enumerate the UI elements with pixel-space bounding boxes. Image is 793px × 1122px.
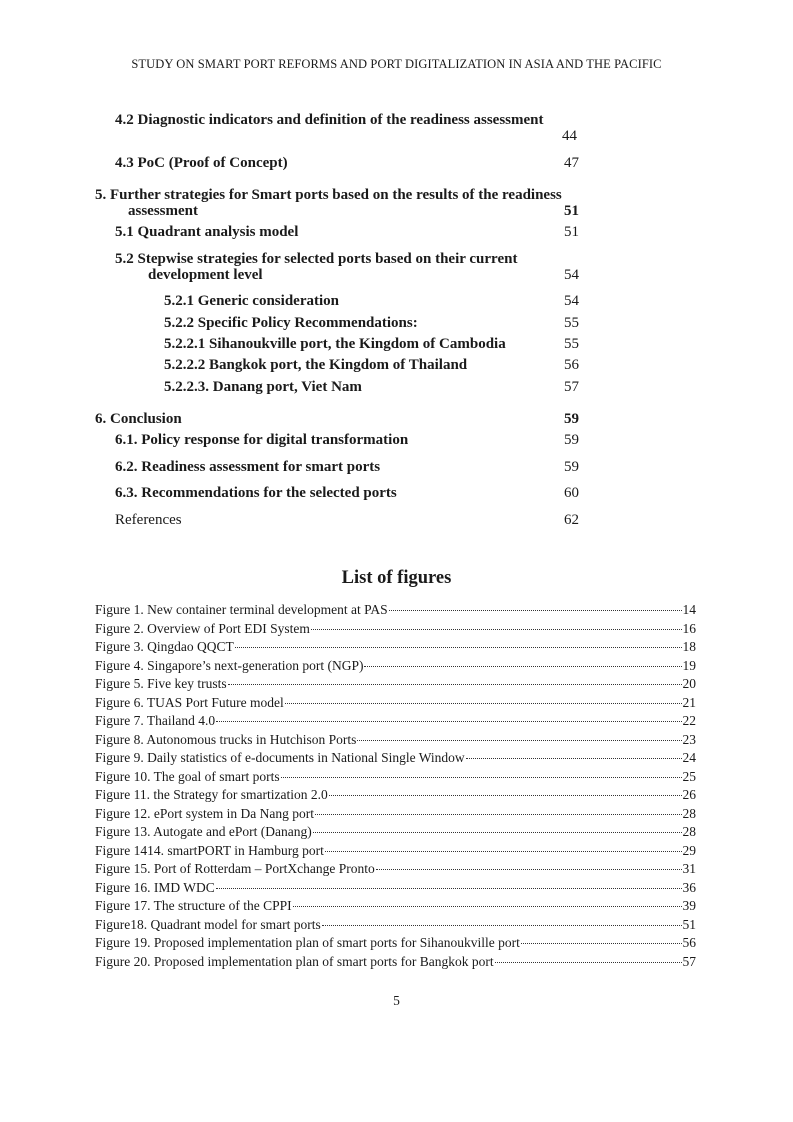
figure-entry[interactable] bbox=[95, 843, 696, 862]
toc-entry-5-2-2-2[interactable]: 5.2.2.2 Bangkok port, the Kingdom of Thailand bbox=[164, 357, 468, 373]
figure-page: 25 bbox=[682, 768, 696, 784]
figure-label: Figure 1414. smartPORT in Hamburg port bbox=[95, 842, 324, 858]
figure-entry[interactable] bbox=[95, 658, 696, 677]
list-of-figures-heading: List of figures bbox=[341, 568, 452, 588]
dot-leader bbox=[466, 758, 682, 759]
figure-page: 18 bbox=[682, 639, 696, 654]
toc-page-4-3: 47 bbox=[564, 155, 579, 171]
figure-entry[interactable] bbox=[95, 769, 696, 788]
figure-page: 51 bbox=[682, 916, 696, 932]
toc-entry-5[interactable]: 5. Further strategies for Smart ports based on the results of the readiness bbox=[95, 187, 562, 203]
figure-label: Figure 17. The structure of the CPPI bbox=[95, 898, 292, 913]
figure-entry[interactable] bbox=[95, 639, 696, 658]
dot-leader bbox=[495, 962, 682, 963]
figure-label: Figure 15. Port of Rotterdam – PortXchange Pronto bbox=[95, 861, 375, 876]
toc-page-5-1: 51 bbox=[564, 224, 579, 240]
figure-label: Figure 10. The goal of smart ports bbox=[95, 768, 280, 784]
dot-leader bbox=[322, 925, 682, 926]
figure-entry[interactable] bbox=[95, 824, 696, 843]
dot-leader bbox=[216, 721, 681, 722]
figure-entry[interactable] bbox=[95, 695, 696, 714]
figure-page: 39 bbox=[682, 898, 696, 913]
toc-entry-5-2-1[interactable]: 5.2.1 Generic consideration bbox=[164, 293, 339, 309]
dot-leader bbox=[228, 684, 682, 685]
figure-entry[interactable] bbox=[95, 880, 696, 899]
dot-leader bbox=[521, 943, 682, 944]
figure-label: Figure 4. Singapore’s next-generation port (NGP) bbox=[95, 657, 364, 673]
figure-page: 31 bbox=[682, 861, 696, 876]
toc-page-5: 51 bbox=[564, 203, 579, 219]
figure-entry[interactable] bbox=[95, 806, 696, 825]
dot-leader bbox=[313, 832, 682, 833]
figure-label: Figure 11. the Strategy for smartization 2.0 bbox=[95, 787, 328, 802]
figure-entry[interactable] bbox=[95, 621, 696, 640]
dot-leader bbox=[315, 814, 682, 815]
figure-label: Figure 2. Overview of Port EDI System bbox=[95, 620, 310, 636]
toc-page-6-1: 59 bbox=[564, 432, 579, 448]
toc-page-5-2-2: 55 bbox=[564, 315, 579, 331]
figures-list bbox=[95, 602, 696, 972]
figure-entry[interactable] bbox=[95, 954, 696, 973]
toc-page-6: 59 bbox=[564, 411, 579, 427]
dot-leader bbox=[311, 629, 682, 630]
figure-entry[interactable] bbox=[95, 898, 696, 917]
figure-label: Figure 16. IMD WDC bbox=[95, 879, 215, 895]
toc-entry-6-2[interactable]: 6.2. Readiness assessment for smart ports bbox=[115, 459, 381, 475]
dot-leader bbox=[325, 851, 682, 852]
figure-page: 26 bbox=[682, 787, 696, 802]
toc-page-5-2-2-1: 55 bbox=[564, 336, 579, 352]
figure-page: 57 bbox=[682, 953, 696, 969]
toc-entry-6[interactable]: 6. Conclusion bbox=[95, 411, 182, 427]
toc-page-4-2: 44 bbox=[562, 128, 577, 144]
toc-entry-5-2[interactable]: 5.2 Stepwise strategies for selected ports based on their current bbox=[115, 251, 518, 267]
dot-leader bbox=[357, 740, 681, 741]
figure-page: 20 bbox=[682, 676, 696, 691]
toc-entry-5-2-2-3[interactable]: 5.2.2.3. Danang port, Viet Nam bbox=[164, 379, 362, 395]
running-header: STUDY ON SMART PORT REFORMS AND PORT DIGITALIZATION IN ASIA AND THE PACIFIC bbox=[131, 57, 662, 71]
toc-page-5-2-2-3: 57 bbox=[564, 379, 579, 395]
figure-page: 23 bbox=[682, 731, 696, 747]
figure-label: Figure 20. Proposed implementation plan of smart ports for Bangkok port bbox=[95, 953, 494, 969]
toc-page-5-2-2-2: 56 bbox=[564, 357, 579, 373]
toc-page-6-3: 60 bbox=[564, 485, 579, 501]
figure-label: Figure18. Quadrant model for smart ports bbox=[95, 916, 321, 932]
toc-entry-5-2-cont[interactable]: development level bbox=[148, 267, 263, 283]
figure-entry[interactable] bbox=[95, 787, 696, 806]
figure-page: 28 bbox=[682, 824, 696, 839]
toc-page-5-2-1: 54 bbox=[564, 293, 579, 309]
toc-entry-5-1[interactable]: 5.1 Quadrant analysis model bbox=[115, 224, 299, 240]
figure-page: 56 bbox=[682, 935, 696, 950]
figure-label: Figure 7. Thailand 4.0 bbox=[95, 713, 216, 728]
figure-page: 24 bbox=[682, 750, 696, 765]
toc-page-6-2: 59 bbox=[564, 459, 579, 475]
figure-page: 28 bbox=[682, 805, 696, 821]
page-number: 5 bbox=[393, 993, 400, 1008]
figure-label: Figure 12. ePort system in Da Nang port bbox=[95, 805, 314, 821]
figure-label: Figure 13. Autogate and ePort (Danang) bbox=[95, 824, 312, 839]
figure-label: Figure 5. Five key trusts bbox=[95, 676, 227, 691]
figure-page: 19 bbox=[682, 657, 696, 673]
figure-entry[interactable] bbox=[95, 917, 696, 936]
dot-leader bbox=[216, 888, 682, 889]
figure-entry[interactable] bbox=[95, 750, 696, 769]
figure-label: Figure 3. Qingdao QQCT bbox=[95, 639, 234, 654]
toc-entry-references[interactable]: References bbox=[115, 512, 182, 528]
toc-entry-5-2-2[interactable]: 5.2.2 Specific Policy Recommendations: bbox=[164, 315, 418, 331]
figure-label: Figure 1. New container terminal development at PAS bbox=[95, 602, 388, 617]
figure-page: 16 bbox=[682, 620, 696, 636]
toc-entry-5-cont[interactable]: assessment bbox=[128, 203, 198, 219]
toc-entry-4-3[interactable]: 4.3 PoC (Proof of Concept) bbox=[115, 155, 288, 171]
figure-label: Figure 9. Daily statistics of e-documents in National Single Window bbox=[95, 750, 465, 765]
figure-entry[interactable] bbox=[95, 861, 696, 880]
figure-label: Figure 6. TUAS Port Future model bbox=[95, 694, 284, 710]
dot-leader bbox=[285, 703, 682, 704]
dot-leader bbox=[389, 610, 682, 611]
figure-entry[interactable] bbox=[95, 713, 696, 732]
figure-page: 29 bbox=[682, 842, 696, 858]
dot-leader bbox=[293, 906, 682, 907]
toc-entry-5-2-2-1[interactable]: 5.2.2.1 Sihanoukville port, the Kingdom of Cambodia bbox=[164, 336, 506, 352]
toc-page-references: 62 bbox=[564, 512, 579, 528]
figure-entry[interactable] bbox=[95, 935, 696, 954]
toc-entry-4-2[interactable]: 4.2 Diagnostic indicators and definition of the readiness assessment bbox=[115, 112, 544, 128]
figure-entry[interactable] bbox=[95, 732, 696, 751]
toc-entry-6-1[interactable]: 6.1. Policy response for digital transformation bbox=[115, 432, 409, 448]
figure-entry[interactable] bbox=[95, 602, 696, 621]
dot-leader bbox=[329, 795, 682, 796]
figure-page: 21 bbox=[682, 694, 696, 710]
dot-leader bbox=[376, 869, 682, 870]
figure-page: 14 bbox=[682, 602, 696, 617]
toc-entry-6-3[interactable]: 6.3. Recommendations for the selected ports bbox=[115, 485, 397, 501]
dot-leader bbox=[364, 666, 681, 667]
figure-page: 22 bbox=[682, 713, 696, 728]
dot-leader bbox=[281, 777, 682, 778]
figure-entry[interactable] bbox=[95, 676, 696, 695]
figure-page: 36 bbox=[682, 879, 696, 895]
figure-label: Figure 19. Proposed implementation plan of smart ports for Sihanoukville port bbox=[95, 935, 520, 950]
dot-leader bbox=[235, 647, 682, 648]
toc-page-5-2: 54 bbox=[564, 267, 579, 283]
figure-label: Figure 8. Autonomous trucks in Hutchison Ports bbox=[95, 731, 357, 747]
